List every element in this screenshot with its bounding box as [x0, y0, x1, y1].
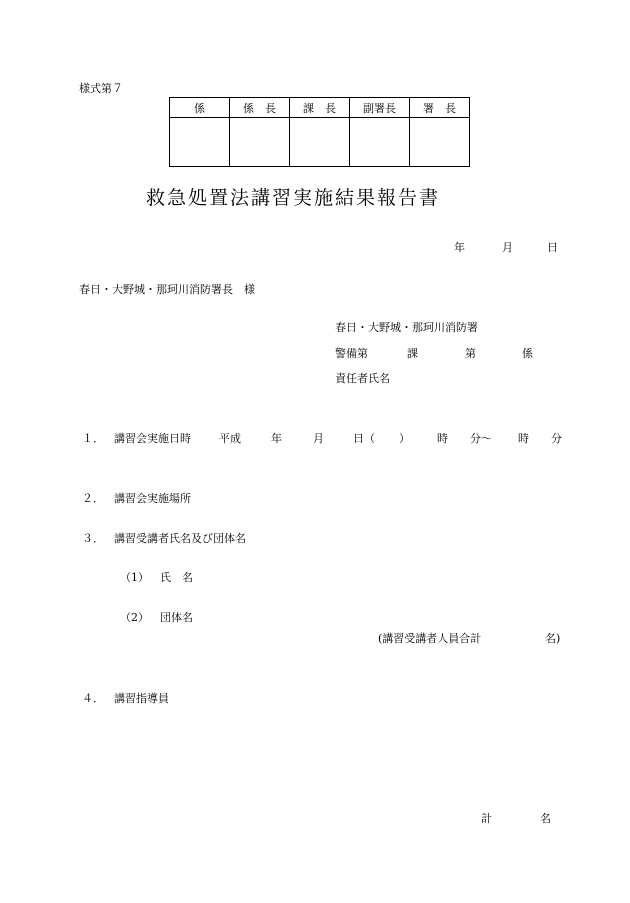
approval-header-fukushocho: 副署長	[350, 98, 410, 118]
item-3-sub1-number: （1）	[120, 571, 149, 584]
approval-header-kakari: 係	[170, 98, 230, 118]
footer-total-label: 計	[481, 812, 492, 825]
item-3-label: 講習受講者氏名及び団体名	[114, 532, 246, 545]
sender-section-prefix: 警備第	[335, 347, 368, 360]
approval-header-kakaricho: 係 長	[230, 98, 290, 118]
item-3-number: ３．	[82, 532, 104, 545]
sender-section-dai: 第	[465, 347, 476, 360]
approval-header-shocho: 署 長	[410, 98, 470, 118]
form-number: 様式第７	[79, 82, 123, 95]
item-1-day-close: ）	[399, 432, 410, 445]
item-2-number: ２．	[82, 492, 104, 505]
responsible-person-label: 責任者氏名	[335, 372, 390, 385]
sender-section-ka: 課	[407, 347, 418, 360]
stamp-box-kacho	[290, 118, 350, 167]
participant-total-suffix: 名)	[545, 632, 561, 645]
approval-header-kacho: 課 長	[290, 98, 350, 118]
document-title: 救急処置法講習実施結果報告書	[146, 187, 441, 209]
item-3-sub2-label: 団体名	[160, 611, 193, 624]
item-3-sub1-label: 氏 名	[160, 571, 193, 584]
item-2-label: 講習会実施場所	[114, 492, 191, 505]
stamp-box-shocho	[410, 118, 470, 167]
approval-stamp-table	[169, 97, 470, 167]
stamp-box-fukushocho	[350, 118, 410, 167]
date-day: 日	[547, 241, 558, 254]
date-month: 月	[502, 241, 513, 254]
item-1-hour-end: 時	[518, 432, 529, 445]
stamp-box-kakaricho	[230, 118, 290, 167]
stamp-box-kakari	[170, 118, 230, 167]
item-3-sub2-number: （2）	[120, 611, 149, 624]
item-1-era: 平成	[219, 432, 241, 445]
footer-total-unit: 名	[540, 812, 551, 825]
addressee: 春日・大野城・那珂川消防署長 様	[79, 283, 255, 296]
item-4-number: ４．	[82, 692, 104, 705]
participant-total-prefix: (講習受講者人員合計	[378, 632, 482, 645]
item-1-year: 年	[271, 432, 282, 445]
item-1-label: 講習会実施日時	[114, 432, 191, 445]
sender-section-kakari: 係	[522, 347, 533, 360]
date-year: 年	[454, 241, 465, 254]
item-1-minute-end: 分	[551, 432, 562, 445]
item-4-label: 講習指導員	[114, 692, 169, 705]
item-1-hour-start: 時	[437, 432, 448, 445]
item-1-day-open: 日（	[353, 432, 375, 445]
item-1-month: 月	[313, 432, 324, 445]
sender-office: 春日・大野城・那珂川消防署	[335, 321, 478, 334]
item-1-minute-start: 分～	[470, 432, 492, 445]
item-1-number: １．	[82, 432, 104, 445]
